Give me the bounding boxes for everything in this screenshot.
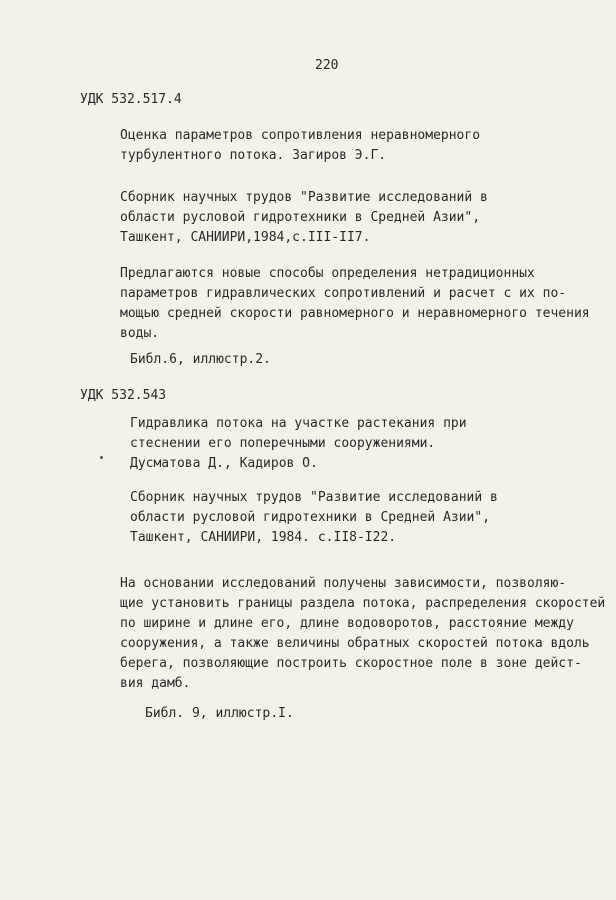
source-line-1-3: Ташкент, САНИИРИ,1984,с.III-II7. [120, 230, 371, 245]
body-line-2-3: по ширине и длине его, длине водоворотов, расстояние между [120, 616, 574, 631]
stray-mark [100, 456, 103, 459]
title-line-1-1: Оценка параметров сопротивления неравномерного [120, 128, 481, 143]
body-line-1-2: параметров гидравлических сопротивлений и расчет с их по- [120, 286, 567, 301]
body-line-2-2: щие установить границы раздела потока, распределения скоростей [120, 596, 606, 611]
title-line-2-3: Дусматова Д., Кадиров О. [130, 456, 318, 471]
body-line-2-1: На основании исследований получены зависимости, позволяю- [120, 576, 567, 591]
source-line-1-2: области русловой гидротехники в Средней Азии", [120, 210, 481, 225]
source-line-1-1: Сборник научных трудов "Развитие исследований в [120, 190, 488, 205]
source-line-2-2: области русловой гидротехники в Средней Азии", [130, 510, 491, 525]
body-line-2-4: сооружения, а также величины обратных скоростей потока вдоль [120, 636, 590, 651]
body-line-1-4: воды. [120, 326, 160, 341]
body-line-1-1: Предлагаются новые способы определения нетрадиционных [120, 266, 535, 281]
title-line-2-1: Гидравлика потока на участке растекания при [130, 416, 467, 431]
source-line-2-1: Сборник научных трудов "Развитие исследований в [130, 490, 498, 505]
title-line-1-2: турбулентного потока. Загиров Э.Г. [120, 148, 387, 163]
page-number: 220 [315, 58, 339, 73]
udc-code-2: УДК 532.543 [80, 388, 167, 403]
refs-2: Библ. 9, иллюстр.I. [145, 706, 294, 721]
title-line-2-2: стеснении его поперечными сооружениями. [130, 436, 436, 451]
refs-1: Библ.6, иллюстр.2. [130, 352, 271, 367]
body-line-1-3: мощью средней скорости равномерного и неравномерного течения [120, 306, 590, 321]
body-line-2-6: вия дамб. [120, 676, 191, 691]
source-line-2-3: Ташкент, САНИИРИ, 1984. с.II8-I22. [130, 530, 397, 545]
udc-code-1: УДК 532.517.4 [80, 92, 182, 107]
body-line-2-5: берега, позволяющие построить скоростное поле в зоне дейст- [120, 656, 582, 671]
